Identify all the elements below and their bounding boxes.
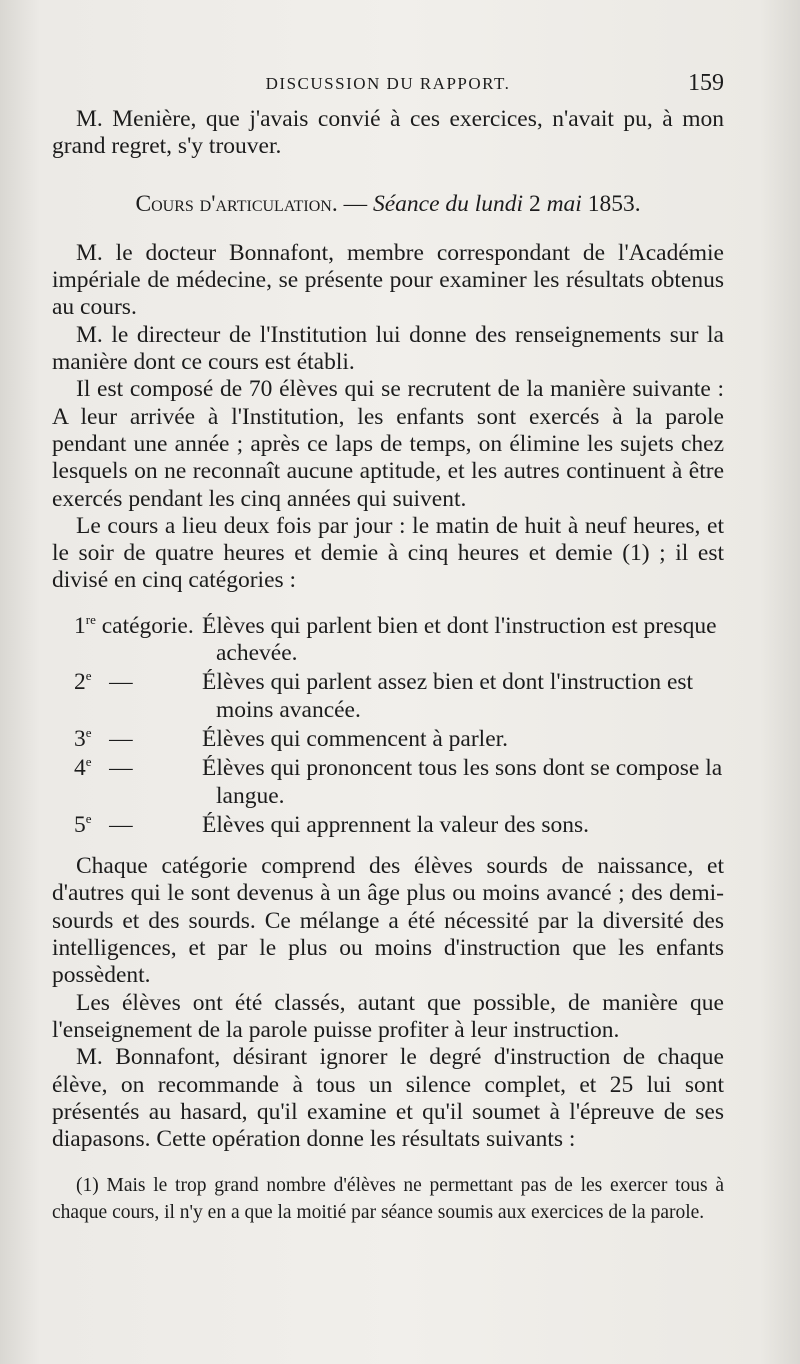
category-number: 5 bbox=[74, 811, 86, 838]
paragraph-classification: Les élèves ont été classés, autant que possible, de manière que l'enseignement de la parole puisse profiter à leur instruction. bbox=[52, 989, 724, 1043]
section-title-year: 1853. bbox=[581, 190, 641, 217]
category-number: 1 bbox=[74, 612, 86, 639]
section-title bbox=[52, 191, 724, 218]
footnote-rule bbox=[62, 1150, 152, 1151]
category-description: Élèves qui parlent assez bien et dont l'instruction est moins avancée. bbox=[202, 669, 694, 723]
paragraph-composition: Il est composé de 70 élèves qui se recrutent de la manière suivante : A leur arrivée à l'Institution, les enfants sont exercés à la parole pendant une année ; après ce laps de temps, on élimine les sujets chez lesquels on ne reconnaît aucune aptitude, et les autres continuent à être exercés pendant les cinq années qui suivent. bbox=[52, 376, 724, 512]
paragraph-bonnafont: M. le docteur Bonnafont, membre correspondant de l'Académie impériale de médecine, se présente pour examiner les résultats obtenus au cours. bbox=[52, 239, 724, 321]
category-description: Élèves qui apprennent la valeur des sons. bbox=[202, 811, 589, 838]
section-title-date: 2 bbox=[523, 190, 547, 217]
paragraph-directeur: M. le directeur de l'Institution lui donne des renseignements sur la manière dont ce cours est établi. bbox=[52, 321, 724, 376]
paragraph-menieres-absence: M. Menière, que j'avais convié à ces exercices, n'avait pu, à mon grand regret, s'y trouver. bbox=[52, 106, 724, 160]
category-description: Élèves qui commencent à parler. bbox=[202, 725, 509, 752]
section-title-label: Cours d'articulation. bbox=[135, 190, 338, 217]
category-ditto-dash: — bbox=[91, 755, 133, 782]
page-body bbox=[52, 106, 724, 1153]
category-ordinal: e bbox=[85, 724, 92, 740]
page-header bbox=[52, 70, 724, 102]
running-head: DISCUSSION DU RAPPORT. bbox=[265, 74, 511, 93]
category-ditto-dash: — bbox=[91, 725, 133, 752]
category-list bbox=[52, 613, 724, 839]
category-number: 2 bbox=[74, 669, 86, 696]
category-item bbox=[52, 755, 724, 810]
category-item bbox=[52, 726, 724, 753]
page-number: 159 bbox=[688, 70, 724, 96]
category-item bbox=[52, 669, 724, 724]
category-ordinal: e bbox=[85, 754, 92, 770]
category-description: Élèves qui prononcent tous les sons dont se compose la langue. bbox=[202, 755, 723, 809]
paragraph-mixture: Chaque catégorie comprend des élèves sourds de naissance, et d'autres qui le sont devenus à un âge plus ou moins avancé ; des demi-sourds et des sourds. Ce mélange a été nécessité par la diversité des intelligences, et par le plus ou moins d'instruction que les enfants possèdent. bbox=[52, 853, 724, 989]
category-ordinal: re bbox=[85, 611, 96, 627]
category-description: Élèves qui parlent bien et dont l'instruction est presque achevée. bbox=[202, 612, 717, 667]
section-title-month: mai bbox=[546, 190, 582, 217]
section-title-session: Séance du lundi bbox=[372, 190, 524, 217]
category-number: 4 bbox=[74, 755, 86, 782]
category-item bbox=[52, 812, 724, 839]
category-item bbox=[52, 613, 724, 668]
category-word: catégorie. bbox=[95, 612, 194, 639]
category-ditto-dash: — bbox=[91, 811, 133, 838]
category-ordinal: e bbox=[85, 668, 92, 684]
section-title-dash: — bbox=[337, 190, 373, 217]
category-number: 3 bbox=[74, 725, 86, 752]
footnote: (1) Mais le trop grand nombre d'élèves ne permettant pas de les exercer tous à chaque cours, il n'y en a que la moitié par séance soumis aux exercices de la parole. bbox=[52, 1175, 724, 1223]
category-ordinal: e bbox=[85, 810, 92, 826]
paragraph-examination: M. Bonnafont, désirant ignorer le degré d'instruction de chaque élève, on recommande à tous un silence complet, et 25 lui sont présentés au hasard, qu'il examine et qu'il soumet à l'épreuve de ses diapasons. Cette opération donne les résultats suivants : bbox=[52, 1044, 724, 1153]
category-ditto-dash: — bbox=[91, 669, 133, 696]
paragraph-schedule: Le cours a lieu deux fois par jour : le matin de huit à neuf heures, et le soir de quatre heures et demie à cinq heures et demie (1) ; il est divisé en cinq catégories : bbox=[52, 512, 724, 594]
